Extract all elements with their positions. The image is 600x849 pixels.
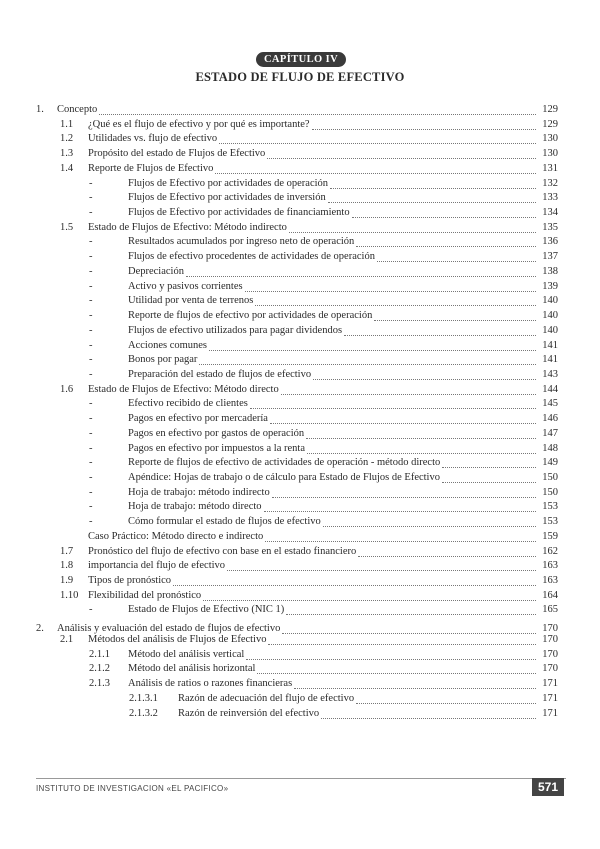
toc-entry-number: 1.10: [60, 589, 79, 601]
toc-entry-label: Activo y pasivos corrientes: [128, 280, 243, 292]
toc-entry: [0, 147, 600, 161]
toc-dot-leader: [257, 673, 536, 674]
toc-entry-number: -: [89, 324, 93, 336]
toc-entry-number: -: [89, 398, 93, 410]
toc-entry-label: Cómo formular el estado de flujos de efectivo: [128, 516, 321, 528]
toc-entry: [0, 265, 600, 279]
toc-dot-leader: [270, 423, 536, 424]
toc-entry-label: Análisis de ratios o razones financieras: [128, 678, 293, 690]
toc-entry-label: Reporte de flujos de efectivo de actividades de operación - método directo: [128, 457, 441, 469]
toc-entry-label: Flujos de efectivo utilizados para pagar dividendos: [128, 324, 343, 336]
toc-entry: [0, 648, 600, 662]
toc-dot-leader: [264, 511, 536, 512]
toc-dot-leader: [344, 335, 536, 336]
toc-entry: [0, 221, 600, 235]
toc-entry: [0, 368, 600, 382]
toc-entry-number: -: [89, 457, 93, 469]
toc-dot-leader: [352, 217, 536, 218]
toc-entry-page: 164: [542, 589, 558, 601]
toc-entry: [0, 427, 600, 441]
toc-dot-leader: [307, 453, 536, 454]
toc-entry: [0, 486, 600, 500]
toc-entry: [0, 103, 600, 117]
toc-entry-page: 153: [542, 516, 558, 528]
toc-entry-page: 163: [542, 560, 558, 572]
toc-entry-label: Pagos en efectivo por gastos de operación: [128, 427, 305, 439]
toc-dot-leader: [328, 202, 536, 203]
toc-entry-number: 2.1.1: [89, 648, 110, 660]
toc-entry-label: Reporte de flujos de efectivo por actividades de operación: [128, 310, 373, 322]
toc-entry-number: -: [89, 251, 93, 263]
toc-entry-page: 129: [542, 118, 558, 130]
toc-dot-leader: [289, 232, 536, 233]
toc-entry-page: 137: [542, 251, 558, 263]
chapter-title: ESTADO DE FLUJO DE EFECTIVO: [195, 70, 405, 84]
toc-entry-page: 153: [542, 501, 558, 513]
toc-dot-leader: [374, 320, 536, 321]
toc-entry-page: 134: [542, 207, 558, 219]
toc-dot-leader: [313, 379, 536, 380]
toc-entry-number: -: [89, 427, 93, 439]
toc-entry: [0, 530, 600, 544]
toc-entry-page: 170: [542, 663, 558, 675]
toc-entry-page: 171: [542, 707, 558, 719]
toc-dot-leader: [250, 408, 536, 409]
toc-entry-label: Reporte de Flujos de Efectivo: [88, 162, 214, 174]
toc-entry-number: -: [89, 310, 93, 322]
footer-institute: INSTITUTO DE INVESTIGACION «EL PACIFICO»: [36, 784, 229, 793]
toc-entry-label: ¿Qué es el flujo de efectivo y por qué es importante?: [88, 118, 310, 130]
toc-entry-page: 131: [542, 162, 558, 174]
toc-entry-number: 1.2: [60, 133, 74, 145]
toc-entry: [0, 339, 600, 353]
toc-entry: [0, 545, 600, 559]
toc-entry: [0, 397, 600, 411]
toc-entry-label: Método del análisis vertical: [128, 648, 245, 660]
toc-dot-leader: [265, 541, 536, 542]
toc-entry-label: Método del análisis horizontal: [128, 663, 256, 675]
toc-entry-number: -: [89, 280, 93, 292]
toc-entry-page: 132: [542, 177, 558, 189]
toc-dot-leader: [186, 276, 536, 277]
toc-dot-leader: [215, 173, 536, 174]
toc-entry: [0, 280, 600, 294]
toc-entry: [0, 118, 600, 132]
toc-entry-page: 133: [542, 192, 558, 204]
toc-entry-number: -: [89, 177, 93, 189]
toc-entry-label: Concepto: [57, 104, 98, 115]
toc-entry-page: 146: [542, 413, 558, 425]
toc-entry-label: Utilidad por venta de terrenos: [128, 295, 254, 307]
toc-entry-label: Tipos de pronóstico: [88, 575, 172, 587]
toc-entry: [0, 574, 600, 588]
toc-entry-page: 130: [542, 133, 558, 145]
toc-entry-number: 2.1.2: [89, 663, 110, 675]
toc-dot-leader: [209, 350, 536, 351]
toc-dot-leader: [272, 497, 536, 498]
toc-entry-page: 140: [542, 310, 558, 322]
toc-entry-number: 2.1.3: [89, 678, 110, 690]
toc-entry-number: -: [89, 516, 93, 528]
toc-dot-leader: [294, 688, 536, 689]
toc-entry-page: 148: [542, 442, 558, 454]
toc-entry-label: Flujos de Efectivo por actividades de operación: [128, 177, 329, 189]
toc-dot-leader: [442, 467, 536, 468]
toc-dot-leader: [358, 556, 536, 557]
toc-entry-page: 136: [542, 236, 558, 248]
toc-entry-number: 1.: [36, 104, 44, 115]
toc-entry-label: Efectivo recibido de clientes: [128, 398, 248, 410]
toc-entry-page: 159: [542, 530, 558, 542]
toc-entry-number: -: [89, 368, 93, 380]
toc-entry: [0, 442, 600, 456]
toc-dot-leader: [246, 659, 536, 660]
page-number: 571: [532, 778, 564, 796]
toc-entry-label: Pagos en efectivo por mercadería: [128, 413, 268, 425]
toc-entry-page: 150: [542, 486, 558, 498]
toc-dot-leader: [330, 188, 536, 189]
toc-entry: [0, 633, 600, 647]
toc-entry: [0, 383, 600, 397]
toc-entry-page: 171: [542, 692, 558, 704]
toc-dot-leader: [268, 644, 536, 645]
toc-entry: [0, 177, 600, 191]
toc-entry: [0, 162, 600, 176]
toc-entry: [0, 206, 600, 220]
toc-entry-label: Métodos del análisis de Flujos de Efectivo: [88, 633, 267, 645]
toc-entry-number: 1.5: [60, 221, 74, 233]
toc-entry: [0, 235, 600, 249]
toc-entry-label: Estado de Flujos de Efectivo (NIC 1): [128, 604, 285, 616]
toc-entry-number: -: [89, 604, 93, 616]
toc-entry-number: 2.1.3.2: [129, 707, 158, 719]
toc-dot-leader: [377, 261, 536, 262]
toc-entry: [0, 559, 600, 573]
toc-dot-leader: [312, 129, 536, 130]
toc-entry-label: Estado de Flujos de Efectivo: Método directo: [88, 383, 279, 395]
toc-entry-page: 165: [542, 604, 558, 616]
toc-entry-number: -: [89, 501, 93, 513]
toc-entry-label: Resultados acumulados por ingreso neto de operación: [128, 236, 355, 248]
toc-entry-page: 170: [542, 633, 558, 645]
toc-entry-number: 2.1: [60, 633, 74, 645]
toc-entry-number: 1.8: [60, 560, 74, 572]
toc-entry-label: Razón de adecuación del flujo de efectivo: [178, 692, 355, 704]
toc-entry-number: -: [89, 413, 93, 425]
toc-entry-page: 140: [542, 324, 558, 336]
toc-entry-label: Análisis y evaluación del estado de flujos de efectivo: [57, 623, 281, 635]
toc-entry-number: -: [89, 339, 93, 351]
toc-entry: [0, 456, 600, 470]
toc-entry-number: -: [89, 207, 93, 219]
toc-entry-number: -: [89, 295, 93, 307]
toc-entry-page: 171: [542, 678, 558, 690]
toc-dot-leader: [442, 482, 536, 483]
toc-entry-page: 141: [542, 339, 558, 351]
toc-entry-page: 129: [542, 104, 558, 115]
toc-entry-page: 139: [542, 280, 558, 292]
toc-entry-number: -: [89, 192, 93, 204]
toc-entry-label: Acciones comunes: [128, 339, 208, 351]
toc-entry-page: 149: [542, 457, 558, 469]
toc-entry-label: Bonos por pagar: [128, 354, 198, 366]
toc-entry-label: Flujos de efectivo procedentes de actividades de operación: [128, 251, 375, 263]
toc-entry: [0, 677, 600, 691]
toc-entry-label: Flexibilidad del pronóstico: [88, 589, 202, 601]
toc-entry-label: Razón de reinversión del efectivo: [178, 707, 320, 719]
toc-entry-label: Depreciación: [128, 265, 184, 277]
toc-dot-leader: [281, 394, 536, 395]
toc-entry-number: 1.9: [60, 575, 74, 587]
toc-entry-number: 1.4: [60, 162, 74, 174]
toc-dot-leader: [203, 600, 536, 601]
toc-entry-label: Propósito del estado de Flujos de Efectivo: [88, 148, 266, 160]
toc-entry-label: Pagos en efectivo por impuestos a la renta: [128, 442, 305, 454]
toc-entry-page: 141: [542, 354, 558, 366]
toc-entry-page: 140: [542, 295, 558, 307]
toc-dot-leader: [356, 703, 536, 704]
toc-entry-label: Apéndice: Hojas de trabajo o de cálculo para Estado de Flujos de Efectivo: [128, 472, 440, 483]
toc-entry-page: 170: [542, 623, 558, 635]
toc-entry-label: Estado de Flujos de Efectivo: Método indirecto: [88, 221, 287, 233]
toc-entry-page: 130: [542, 148, 558, 160]
toc-dot-leader: [173, 585, 536, 586]
toc-entry-number: -: [89, 265, 93, 277]
toc-entry-label: Hoja de trabajo: método directo: [128, 501, 262, 513]
toc-entry-page: 170: [542, 648, 558, 660]
footer-divider: [36, 778, 566, 779]
toc-entry: [0, 324, 600, 338]
toc-entry: [0, 412, 600, 426]
toc-entry: [0, 471, 600, 485]
toc-entry-number: 2.1.3.1: [129, 692, 158, 704]
toc-entry-number: -: [89, 236, 93, 248]
toc-dot-leader: [219, 143, 536, 144]
toc-entry-page: 143: [542, 368, 558, 380]
toc-entry: [0, 250, 600, 264]
toc-entry-number: -: [89, 354, 93, 366]
toc-dot-leader: [267, 158, 536, 159]
toc-dot-leader: [245, 291, 536, 292]
toc-entry-page: 163: [542, 575, 558, 587]
toc-dot-leader: [286, 614, 536, 615]
toc-entry: [0, 515, 600, 529]
toc-entry-number: 1.7: [60, 545, 74, 557]
toc-entry-label: Flujos de Efectivo por actividades de inversión: [128, 192, 326, 204]
toc-entry-label: Utilidades vs. flujo de efectivo: [88, 133, 218, 145]
toc-dot-leader: [323, 526, 536, 527]
toc-dot-leader: [199, 364, 536, 365]
toc-entry: [0, 589, 600, 603]
toc-entry-page: 150: [542, 472, 558, 483]
toc-entry-page: 145: [542, 398, 558, 410]
toc-entry-page: 162: [542, 545, 558, 557]
toc-entry: [0, 603, 600, 617]
toc-dot-leader: [321, 718, 536, 719]
toc-entry: [0, 309, 600, 323]
toc-entry-page: 147: [542, 427, 558, 439]
chapter-badge: CAPÍTULO IV: [256, 52, 346, 67]
toc-entry-number: 1.1: [60, 118, 74, 130]
toc-entry-label: Hoja de trabajo: método indirecto: [128, 486, 270, 498]
toc-entry: [0, 707, 600, 721]
toc-entry-label: importancia del flujo de efectivo: [88, 560, 226, 572]
toc-entry-label: Preparación del estado de flujos de efectivo: [128, 368, 312, 380]
toc-entry-number: 2.: [36, 623, 44, 635]
toc-entry-page: 144: [542, 383, 558, 395]
toc-entry-number: 1.6: [60, 383, 74, 395]
toc-entry-number: -: [89, 486, 93, 498]
toc-entry: [0, 294, 600, 308]
toc-entry: [0, 132, 600, 146]
toc-dot-leader: [255, 305, 536, 306]
toc-entry-label: Caso Práctico: Método directo e indirecto: [88, 530, 264, 542]
toc-entry-page: 138: [542, 265, 558, 277]
toc-entry: [0, 191, 600, 205]
toc-entry-number: 1.3: [60, 148, 74, 160]
toc-entry-number: -: [89, 472, 93, 483]
toc-entry: [0, 662, 600, 676]
toc-dot-leader: [356, 246, 536, 247]
toc-entry: [0, 500, 600, 514]
toc-entry-label: Flujos de Efectivo por actividades de financiamiento: [128, 207, 350, 219]
toc-dot-leader: [306, 438, 536, 439]
toc-entry-label: Pronóstico del flujo de efectivo con base en el estado financiero: [88, 545, 357, 557]
toc-dot-leader: [99, 114, 536, 115]
toc-dot-leader: [227, 570, 536, 571]
toc-entry: [0, 692, 600, 706]
toc-entry-number: -: [89, 442, 93, 454]
toc-entry: [0, 353, 600, 367]
toc-entry-page: 135: [542, 221, 558, 233]
